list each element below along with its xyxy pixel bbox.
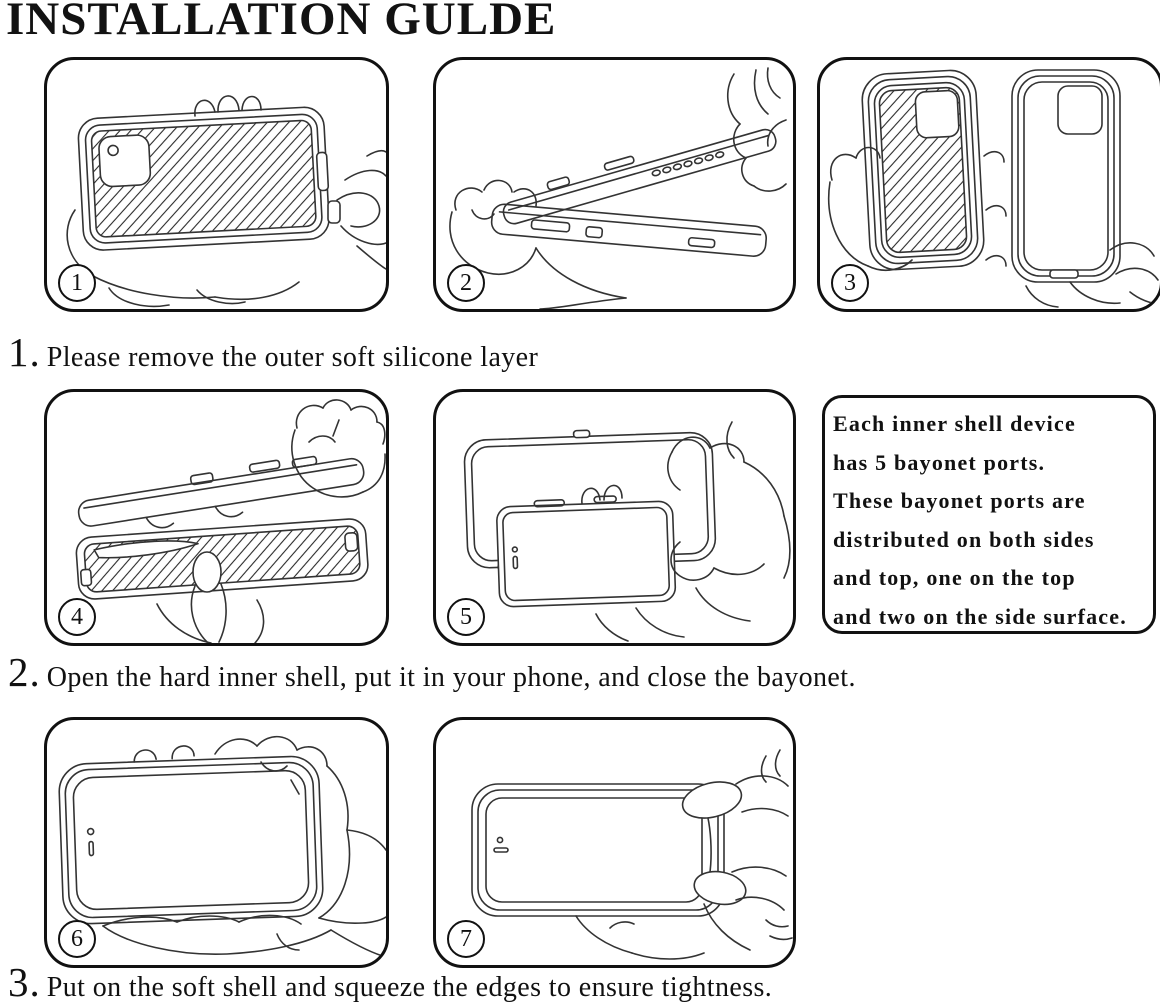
illustration-remove-layer xyxy=(47,60,386,309)
step-2-caption xyxy=(8,648,856,696)
step-badge-4: 4 xyxy=(58,598,96,636)
step-badge-6: 6 xyxy=(58,920,96,958)
illustration-press-case xyxy=(47,720,386,965)
step-3-text: Put on the soft shell and squeeze the edges to ensure tightness. xyxy=(46,972,773,1003)
note-line-3: These bayonet ports are xyxy=(833,488,1086,513)
step-badge-3: 3 xyxy=(831,264,869,302)
note-line-4: distributed on both sides xyxy=(833,526,1095,552)
step-3-number: 3. xyxy=(8,959,41,1005)
step-badge-1: 1 xyxy=(58,264,96,302)
illustration-insert-phone xyxy=(436,392,793,643)
note-line-1: Each inner shell device xyxy=(833,411,1076,436)
step-badge-5: 5 xyxy=(447,598,485,636)
panel-step-3 xyxy=(817,57,1160,312)
note-line-5: and top, one on the top xyxy=(833,565,1076,590)
panel-step-5 xyxy=(433,389,796,646)
panel-step-7 xyxy=(433,717,796,968)
step-badge-2: 2 xyxy=(447,264,485,302)
illustration-open-shell xyxy=(47,392,386,643)
illustration-squeeze-edges xyxy=(436,720,793,965)
step-1-number: 1. xyxy=(8,329,41,375)
step-1-text: Please remove the outer soft silicone layer xyxy=(46,342,539,373)
step-2-number: 2. xyxy=(8,649,41,695)
panel-step-4 xyxy=(44,389,389,646)
bayonet-note-box xyxy=(822,395,1156,634)
note-line-2: has 5 bayonet ports. xyxy=(833,449,1046,475)
illustration-peel-apart xyxy=(436,60,793,309)
panel-step-1 xyxy=(44,57,389,312)
step-badge-7: 7 xyxy=(447,920,485,958)
step-2-text: Open the hard inner shell, put it in your phone, and close the bayonet. xyxy=(46,662,856,693)
panel-step-2 xyxy=(433,57,796,312)
step-1-caption xyxy=(8,328,538,376)
illustration-two-shells xyxy=(820,60,1160,309)
panel-step-6 xyxy=(44,717,389,968)
note-line-6: and two on the side surface. xyxy=(833,603,1127,629)
page-title: INSTALLATION GULDE xyxy=(6,0,557,45)
step-3-caption xyxy=(8,958,772,1005)
